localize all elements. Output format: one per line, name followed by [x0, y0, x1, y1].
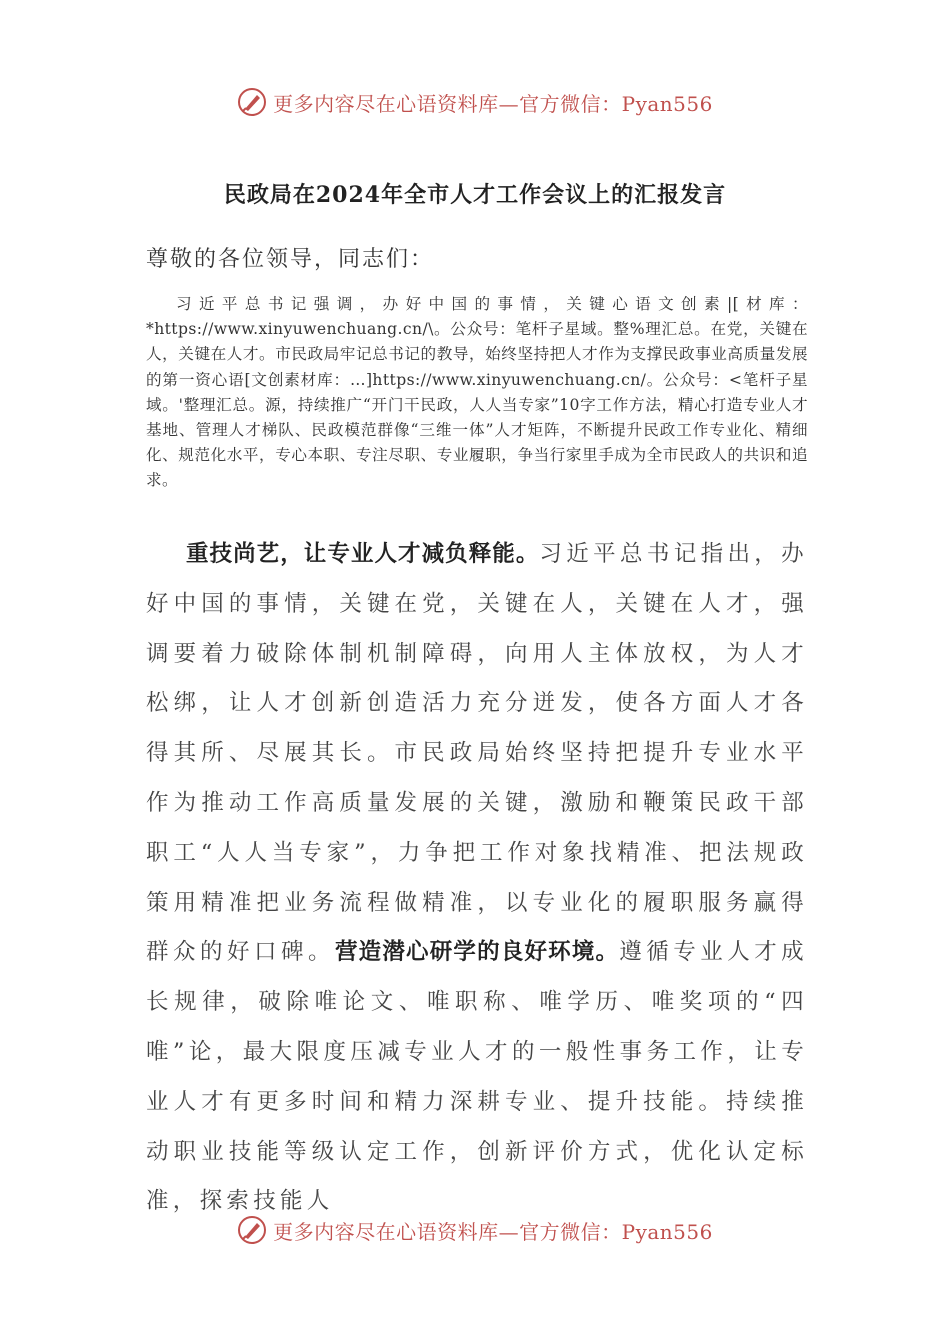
section-heading-2: 营造潜心研学的良好环境。: [334, 939, 620, 966]
footer-banner: [0, 1210, 950, 1250]
intro-indent: [146, 295, 176, 313]
quill-seal-icon: [237, 1215, 267, 1245]
banner-text: 更多内容尽在心语资料库—官方微信：Pyan556: [273, 91, 713, 116]
intro-text: 习近平总书记强调，办好中国的事情，关键心语文创素|[材库：*https://www.xinyuwenchuang.cn/\。公众号：笔杆子星域。整%理汇总。在党，关键在人，关键在人才。市民政局牢记总书记的教导，始终坚持把人才作为支撑民政事业高质量发展的第一资心语[文创素材库：…]https://www.xinyuwenchuang.cn/。公众号：<笔杆子星域。'整理汇总。源，持续推广“开门干民政，人人当专家”10字工作方法，精心打造专业人才基地、管理人才梯队、民政模范群像“三维一体”人才矩阵，不断提升民政工作专业化、精细化、规范化水平，专心本职、专注尽职、专业履职，争当行家里手成为全市民政人的共识和追求。: [146, 295, 808, 490]
salutation: 尊敬的各位领导，同志们：: [146, 247, 435, 272]
document-title: 民政局在2024年全市人才工作会议上的汇报发言: [223, 182, 727, 208]
paragraph-2: 遵循专业人才成长规律，破除唯论文、唯职称、唯学历、唯奖项的“四唯”论，最大限度压减专业人才的一般性事务工作，让专业人才有更多时间和精力深耕专业、提升技能。持续推动职业技能等级认定工作，创新评价方式，优化认定标准，探索技能人: [146, 939, 808, 1215]
paragraph-indent: [146, 541, 186, 567]
banner-text: 更多内容尽在心语资料库—官方微信：Pyan556: [273, 1219, 713, 1244]
header-banner: [0, 82, 950, 122]
intro-paragraph: [146, 292, 808, 494]
section-heading-1: 重技尚艺，让专业人才减负释能。: [186, 541, 540, 567]
body-text: [146, 530, 808, 1227]
paragraph-1: 习近平总书记指出，办好中国的事情，关键在党，关键在人，关键在人才，强调要着力破除体制机制障碍，向用人主体放权，为人才松绑，让人才创新创造活力充分迸发，使各方面人才各得其所、尽展其长。市民政局始终坚持把提升专业水平作为推动工作高质量发展的关键，激励和鞭策民政干部职工“人人当专家”，力争把工作对象找精准、把法规政策用精准把业务流程做精准，以专业化的履职服务赢得群众的好口碑。: [146, 541, 808, 966]
quill-seal-icon: [237, 87, 267, 117]
